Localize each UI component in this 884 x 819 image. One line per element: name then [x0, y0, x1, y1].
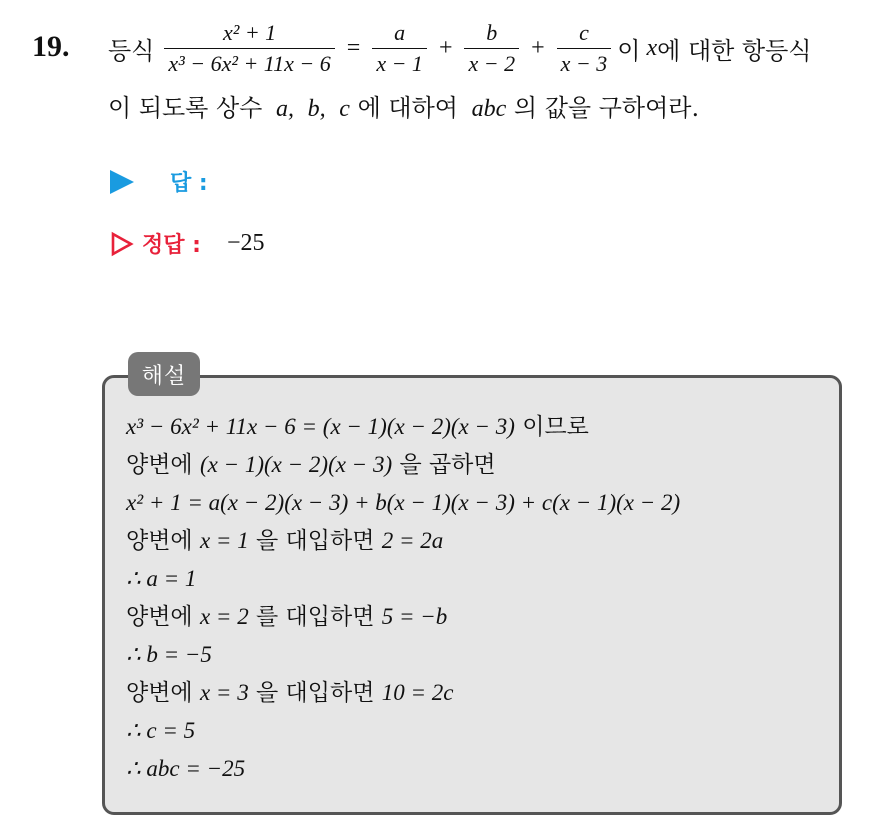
solution-line-8	[126, 674, 680, 712]
lhs-numerator: x² + 1	[222, 19, 277, 45]
term3-numerator: c	[579, 19, 589, 45]
sol-l6-math-a: x = 2	[199, 604, 249, 629]
question-line-2	[108, 88, 699, 123]
sol-l3-math: x² + 1 = a(x − 2)(x − 3) + b(x − 1)(x − 3) + c(x − 1)(x − 2)	[126, 490, 681, 515]
term2-numerator: b	[486, 19, 498, 45]
term3-denominator: x − 3	[557, 48, 612, 77]
sol-l6-text-b: 를 대입하면	[256, 604, 375, 630]
solution-tab: 해설	[128, 352, 200, 396]
term3-fraction	[557, 20, 612, 77]
answer-label: 답 :	[170, 171, 208, 196]
abc-symbol: abc	[471, 96, 507, 122]
var-x: x	[646, 34, 658, 61]
solution-line-3	[126, 484, 680, 522]
plus-sign-2: +	[531, 34, 545, 61]
const-b: b,	[307, 96, 326, 122]
term1-fraction	[372, 20, 427, 77]
solution-line-7	[126, 636, 680, 674]
sol-l2-text-b: 을 곱하면	[399, 452, 496, 478]
term1-denominator: x − 1	[372, 48, 427, 77]
plus-sign-1: +	[438, 34, 453, 61]
sol-l6-math-b: 5 = −b	[381, 604, 448, 629]
solution-line-5	[126, 560, 680, 598]
question-tail-2: 에 대한 항등식	[657, 36, 812, 65]
sol-l1-text: 이므로	[522, 414, 589, 440]
solution-line-6	[126, 598, 680, 636]
lhs-fraction	[164, 20, 334, 77]
outline-triangle-icon	[110, 231, 134, 257]
correct-answer-label: 정답 :	[142, 233, 201, 258]
question-lead: 등식	[108, 36, 155, 65]
play-triangle-icon	[110, 170, 134, 194]
correct-answer-value: −25	[226, 230, 265, 256]
sol-l4-math-a: x = 1	[199, 528, 249, 553]
term1-numerator: a	[394, 19, 406, 45]
solution-line-9	[126, 712, 680, 750]
sol-l9-math: ∴ c = 5	[126, 718, 196, 743]
sol-l4-text-b: 을 대입하면	[256, 528, 375, 554]
question-number: 19.	[32, 30, 70, 63]
solution-line-4	[126, 522, 680, 560]
sol-l8-math-b: 10 = 2c	[381, 680, 454, 705]
solution-lines	[126, 408, 680, 788]
solution-line-1	[126, 408, 680, 446]
correct-answer-row	[110, 228, 265, 259]
sol-l5-math: ∴ a = 1	[126, 566, 197, 591]
term2-fraction	[464, 20, 519, 77]
sol-l8-text-a: 양변에	[126, 680, 193, 706]
sol-l8-text-b: 을 대입하면	[256, 680, 375, 706]
question-line2-c: 의 값을 구하여라.	[513, 94, 700, 122]
answer-row	[110, 166, 208, 197]
solution-line-2	[126, 446, 680, 484]
sol-l2-text-a: 양변에	[126, 452, 193, 478]
sol-l6-text-a: 양변에	[126, 604, 193, 630]
sol-l2-math: (x − 1)(x − 2)(x − 3)	[199, 452, 393, 477]
equals-sign: =	[346, 34, 361, 61]
sol-l7-math: ∴ b = −5	[126, 642, 212, 667]
solution-line-10	[126, 750, 680, 788]
const-a: a,	[276, 96, 295, 122]
sol-l1-math: x³ − 6x² + 11x − 6 = (x − 1)(x − 2)(x − 3)	[126, 414, 515, 439]
sol-l10-math: ∴ abc = −25	[126, 756, 246, 781]
sol-l8-math-a: x = 3	[199, 680, 249, 705]
lhs-denominator: x³ − 6x² + 11x − 6	[164, 48, 334, 77]
question-line-1	[108, 12, 812, 84]
question-tail-1: 이	[617, 36, 641, 65]
const-c: c	[339, 96, 350, 122]
sol-l4-math-b: 2 = 2a	[381, 528, 444, 553]
question-line2-b: 에 대하여	[357, 94, 458, 122]
term2-denominator: x − 2	[464, 48, 519, 77]
question-line2-a: 이 되도록 상수	[108, 94, 263, 122]
sol-l4-text-a: 양변에	[126, 528, 193, 554]
